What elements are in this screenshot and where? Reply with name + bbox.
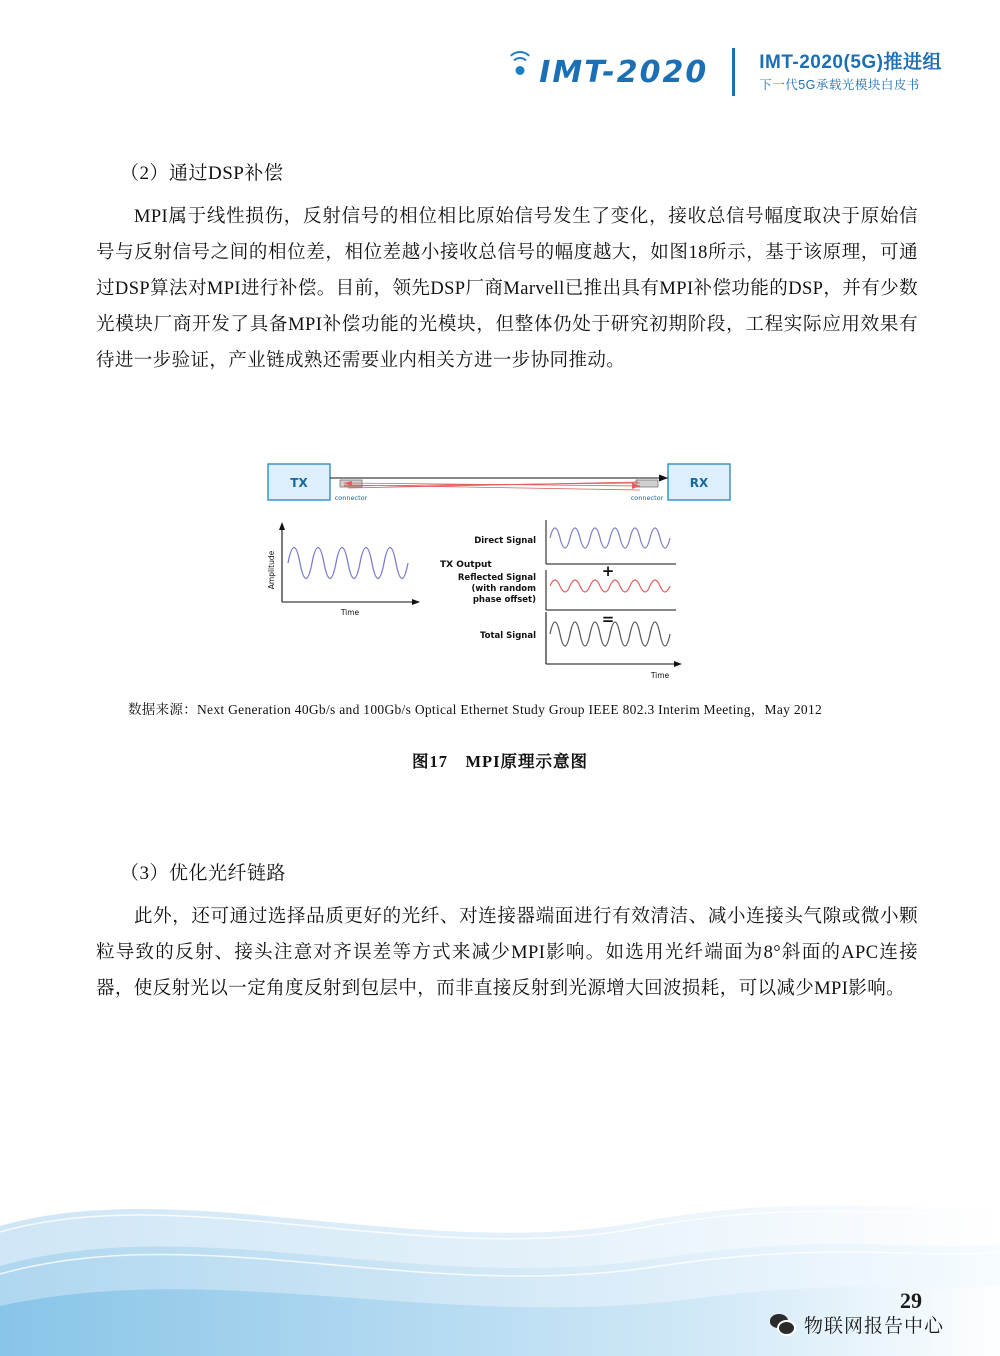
svg-text:RX: RX [689, 476, 709, 490]
wifi-signal-icon [505, 49, 535, 79]
section2-paragraph: 此外，还可通过选择品质更好的光纤、对连接器端面进行有效清洁、减小连接头气隙或微小颗粒导致的反射、接头注意对齐误差等方式来减少MPI影响。如选用光纤端面为8°斜面的APC连接器，使反射光以一定角度反射到包层中，而非直接反射到光源增大回波损耗，可以减少MPI影响。 [96, 907, 918, 999]
section-dsp-compensation [96, 158, 918, 379]
svg-text:Total Signal: Total Signal [479, 631, 536, 641]
svg-text:Time: Time [650, 671, 670, 680]
figure-caption: 图17 MPI原理示意图 [411, 752, 589, 771]
section1-heading: （2）通过DSP补偿 [120, 163, 284, 184]
header-divider [732, 48, 735, 96]
svg-text:Direct Signal: Direct Signal [474, 536, 536, 546]
wechat-badge [770, 1311, 944, 1338]
svg-text:=: = [601, 610, 615, 628]
org-subtitle: 下一代5G承载光模块白皮书 [759, 77, 920, 92]
svg-text:phase offset): phase offset) [472, 595, 536, 605]
imt-logo [505, 49, 708, 95]
svg-text:TX Output: TX Output [440, 560, 492, 570]
header-title-block [759, 51, 942, 93]
page-number: 29 [900, 1288, 922, 1313]
svg-text:connector: connector [334, 494, 368, 502]
figure-mpi-principle [240, 452, 760, 692]
svg-text:TX: TX [290, 476, 308, 490]
svg-text:Amplitude: Amplitude [267, 550, 276, 590]
org-title: IMT-2020(5G)推进组 [759, 51, 942, 73]
svg-text:+: + [601, 562, 615, 580]
section2-heading: （3）优化光纤链路 [120, 863, 287, 884]
section1-paragraph: MPI属于线性损伤，反射信号的相位相比原始信号发生了变化，接收总信号幅度取决于原始信号与反射信号之间的相位差，相位差越小接收总信号的幅度越大，如图18所示，基于该原理，可通过DSP算法对MPI进行补偿。目前，领先DSP厂商Marvell已推出具有MPI补偿功能的DSP，并有少数光模块厂商开发了具备MPI补偿功能的光模块，但整体仍处于研究初期阶段，工程实际应用效果有待进一步验证，产业链成熟还需要业内相关方进一步协同推动。 [96, 207, 918, 371]
imt-logo-text: IMT-2020 [539, 54, 709, 90]
page-header [0, 48, 1000, 124]
figure-source: 数据来源：Next Generation 40Gb/s and 100Gb/s Optical Ethernet Study Group IEEE 802.3 Interim Meeting，May 2012 [128, 702, 823, 717]
wechat-icon [770, 1314, 796, 1336]
svg-text:Time: Time [340, 608, 360, 617]
svg-text:(with random: (with random [471, 584, 536, 594]
section-optimize-fiber-link [96, 858, 918, 1007]
svg-text:connector: connector [630, 494, 664, 502]
wechat-account-name: 物联网报告中心 [803, 1316, 944, 1337]
svg-text:Reflected Signal: Reflected Signal [457, 573, 536, 583]
header-brand [505, 48, 942, 96]
